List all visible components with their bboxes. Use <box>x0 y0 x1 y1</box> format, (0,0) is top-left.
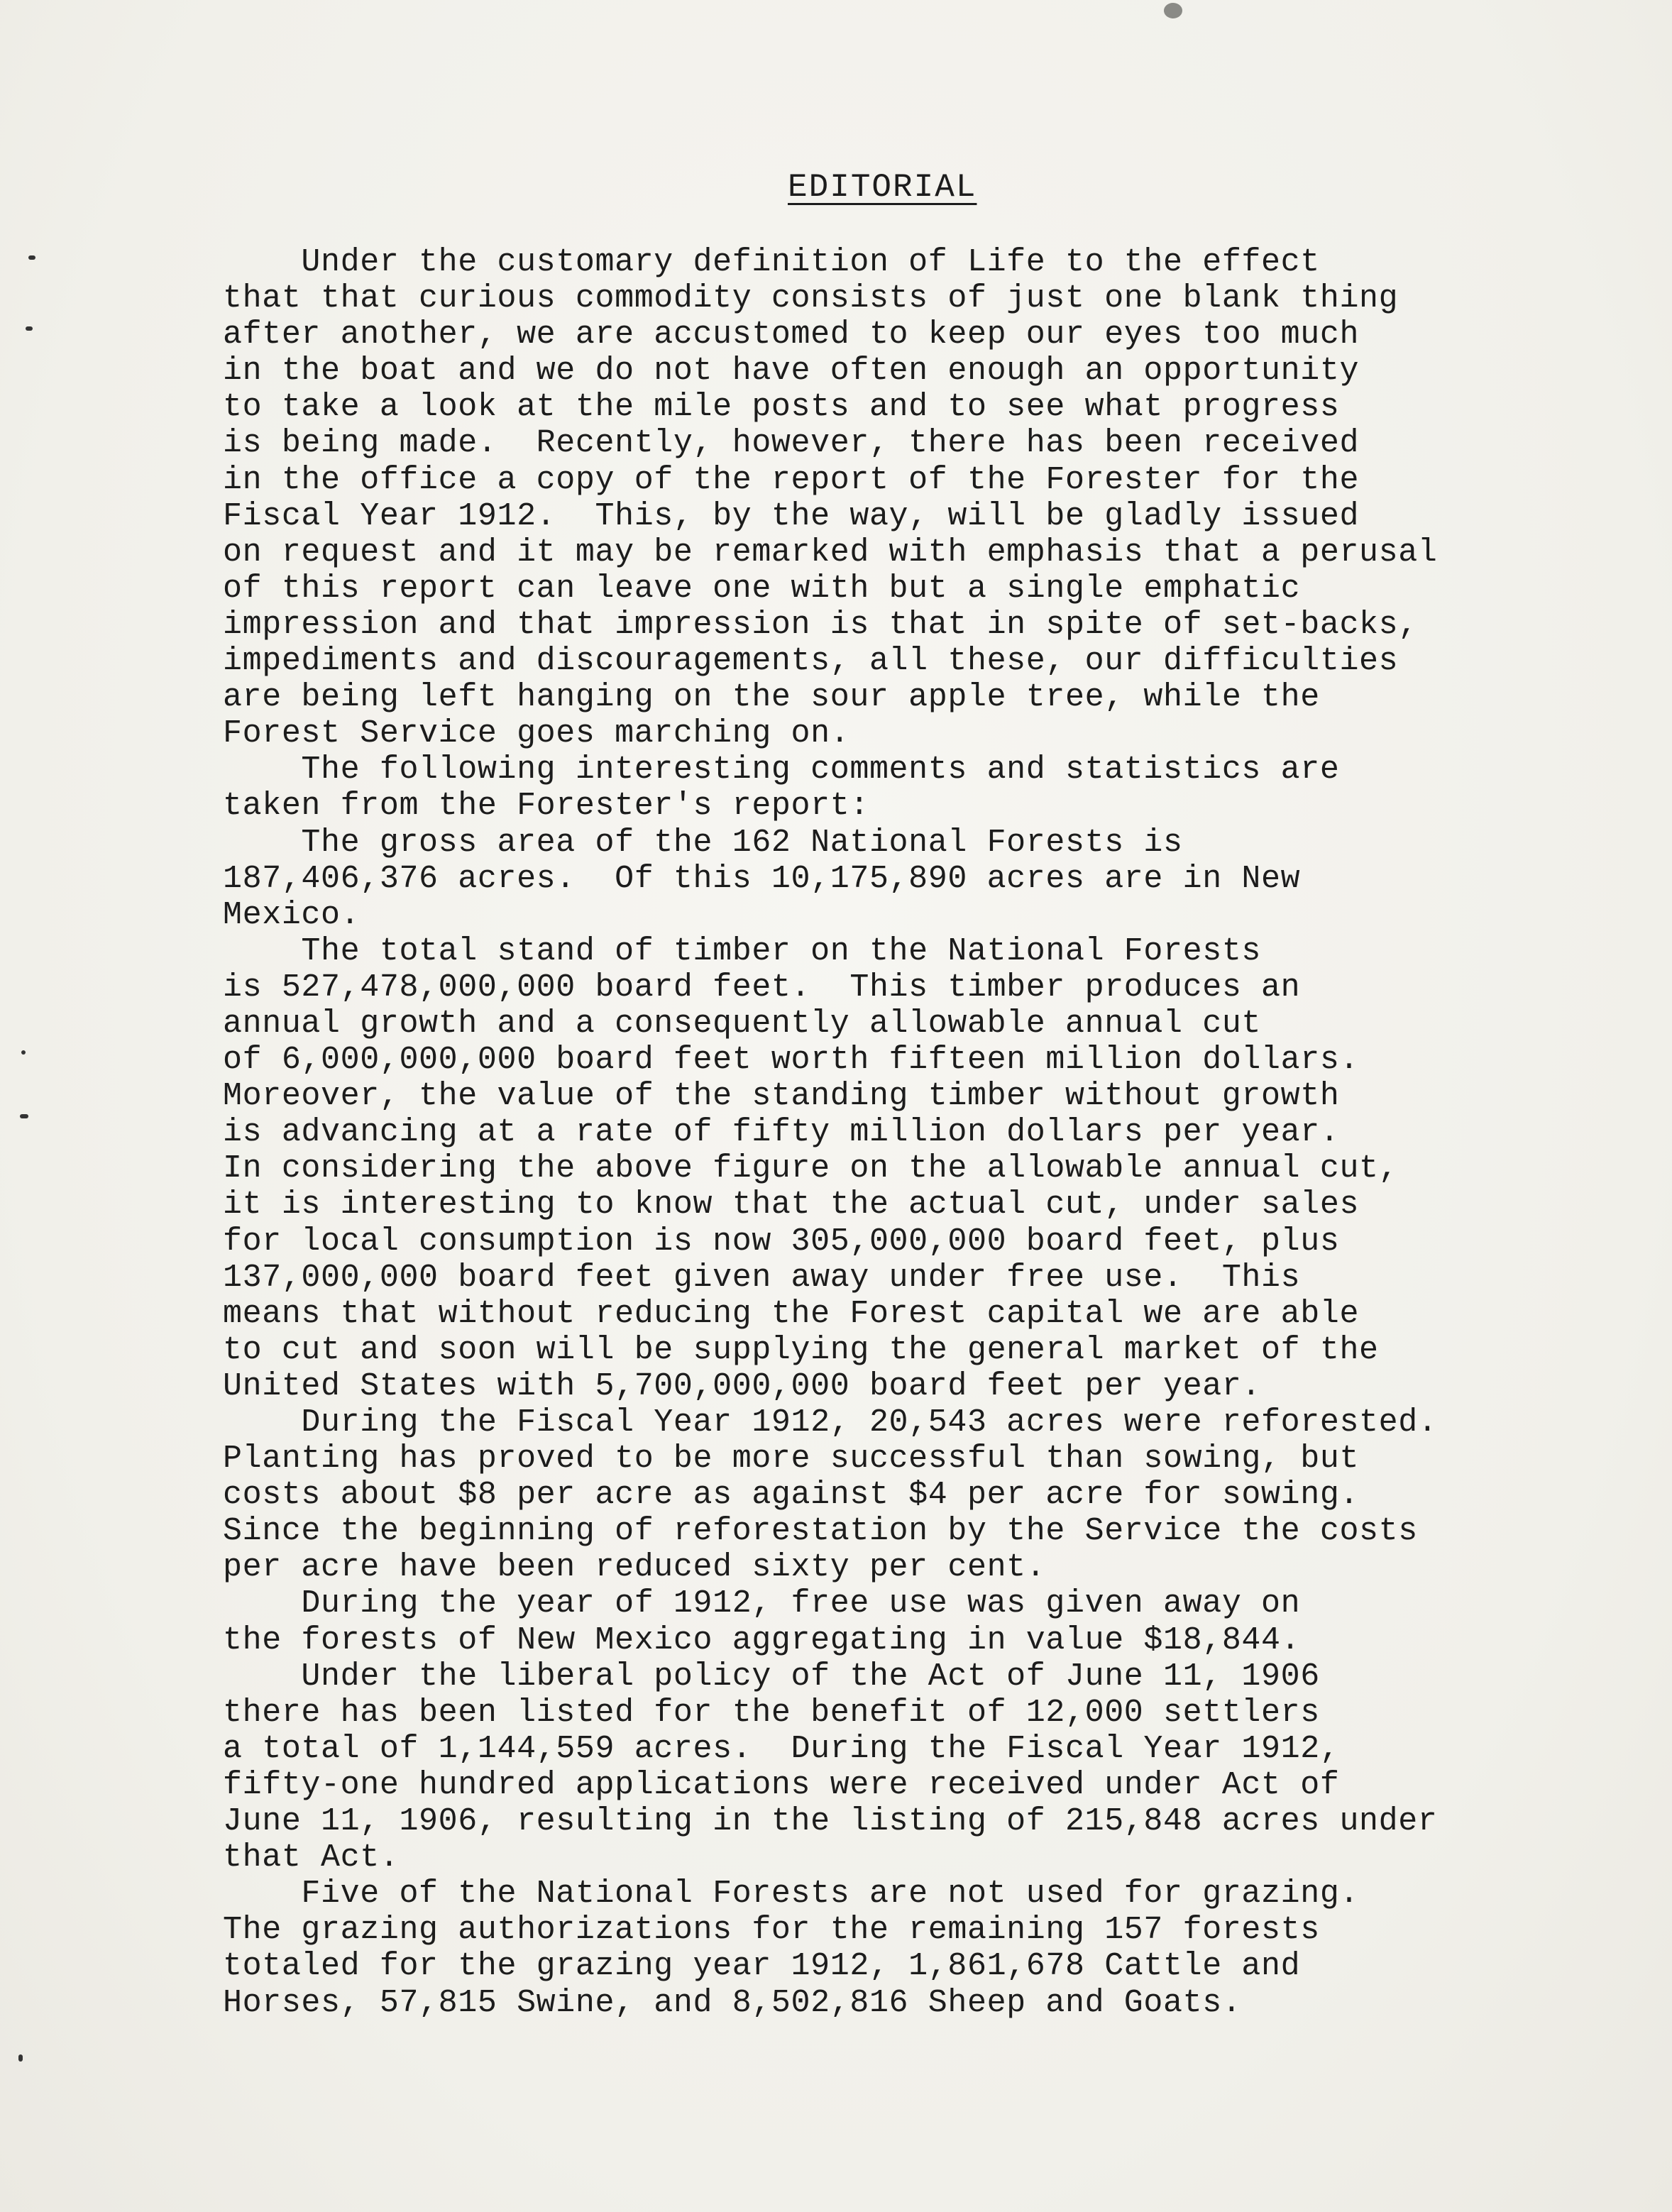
margin-speck <box>26 326 33 331</box>
text-line: United States with 5,700,000,000 board feet per year. <box>223 1368 1262 1404</box>
text-line: Horses, 57,815 Swine, and 8,502,816 Sheep and Goats. <box>223 1984 1242 2021</box>
text-line: impression and that impression is that in spite of set-backs, <box>223 606 1418 643</box>
margin-speck <box>21 1050 26 1055</box>
text-line: The gross area of the 162 National Forests is <box>223 824 1183 861</box>
text-line: in the office a copy of the report of the Forester for the <box>223 461 1360 498</box>
text-line: that Act. <box>223 1839 400 1876</box>
text-line: on request and it may be remarked with emphasis that a perusal <box>223 534 1438 571</box>
text-line: means that without reducing the Forest capital we are able <box>223 1295 1360 1332</box>
text-line: During the year of 1912, free use was given away on <box>223 1585 1301 1622</box>
text-line: fifty-one hundred applications were received under Act of <box>223 1766 1340 1803</box>
text-line: in the boat and we do not have often enough an opportunity <box>223 353 1360 390</box>
text-line: after another, we are accustomed to keep our eyes too much <box>223 317 1360 353</box>
text-line: The grazing authorizations for the remaining 157 forests <box>223 1912 1320 1949</box>
text-line: Five of the National Forests are not used for grazing. <box>223 1876 1360 1913</box>
text-line: Fiscal Year 1912. This, by the way, will be gladly issued <box>223 497 1360 534</box>
text-line: that that curious commodity consists of just one blank thing <box>223 280 1399 317</box>
margin-speck <box>1164 3 1182 18</box>
text-line: of 6,000,000,000 board feet worth fifteen million dollars. <box>223 1042 1360 1079</box>
text-line: is 527,478,000,000 board feet. This timber produces an <box>223 969 1301 1006</box>
text-line: of this report can leave one with but a single emphatic <box>223 570 1301 607</box>
text-line: impediments and discouragements, all these, our difficulties <box>223 643 1399 680</box>
editorial-body <box>223 244 1557 2021</box>
text-line: totaled for the grazing year 1912, 1,861,678 Cattle and <box>223 1948 1301 1985</box>
text-line: 137,000,000 board feet given away under free use. This <box>223 1259 1301 1296</box>
text-line: per acre have been reduced sixty per cent. <box>223 1549 1046 1586</box>
text-line: there has been listed for the benefit of 12,000 settlers <box>223 1694 1320 1731</box>
text-line: for local consumption is now 305,000,000 board feet, plus <box>223 1223 1340 1260</box>
text-line: to take a look at the mile posts and to see what progress <box>223 389 1340 426</box>
page-title: EDITORIAL <box>788 169 977 206</box>
text-line: Under the customary definition of Life to the effect <box>223 244 1320 280</box>
text-line: Planting has proved to be more successful than sowing, but <box>223 1441 1360 1478</box>
text-line: Under the liberal policy of the Act of June 11, 1906 <box>223 1658 1320 1695</box>
text-line: June 11, 1906, resulting in the listing of 215,848 acres under <box>223 1803 1438 1840</box>
margin-speck <box>28 255 35 260</box>
text-line: to cut and soon will be supplying the general market of the <box>223 1331 1379 1368</box>
text-line: Forest Service goes marching on. <box>223 715 850 752</box>
text-line: is being made. Recently, however, there has been received <box>223 425 1360 462</box>
text-line: taken from the Forester's report: <box>223 788 869 825</box>
text-line: the forests of New Mexico aggregating in value $18,844. <box>223 1622 1301 1658</box>
text-line: are being left hanging on the sour apple tree, while the <box>223 679 1320 716</box>
text-line: Mexico. <box>223 896 361 933</box>
text-line: a total of 1,144,559 acres. During the Fiscal Year 1912, <box>223 1730 1340 1767</box>
text-line: In considering the above figure on the allowable annual cut, <box>223 1150 1399 1187</box>
text-line: The following interesting comments and statistics are <box>223 752 1340 788</box>
text-line: During the Fiscal Year 1912, 20,543 acres were reforested. <box>223 1404 1438 1441</box>
text-line: Since the beginning of reforestation by the Service the costs <box>223 1513 1418 1550</box>
text-line: it is interesting to know that the actual cut, under sales <box>223 1187 1360 1223</box>
text-line: 187,406,376 acres. Of this 10,175,890 acres are in New <box>223 860 1301 897</box>
text-line: is advancing at a rate of fifty million dollars per year. <box>223 1114 1340 1151</box>
margin-speck <box>20 1114 28 1118</box>
text-line: annual growth and a consequently allowable annual cut <box>223 1005 1262 1042</box>
text-line: The total stand of timber on the National Forests <box>223 932 1262 969</box>
text-line: Moreover, the value of the standing timber without growth <box>223 1078 1340 1115</box>
text-line: costs about $8 per acre as against $4 per acre for sowing. <box>223 1477 1360 1514</box>
margin-speck <box>18 2054 23 2062</box>
